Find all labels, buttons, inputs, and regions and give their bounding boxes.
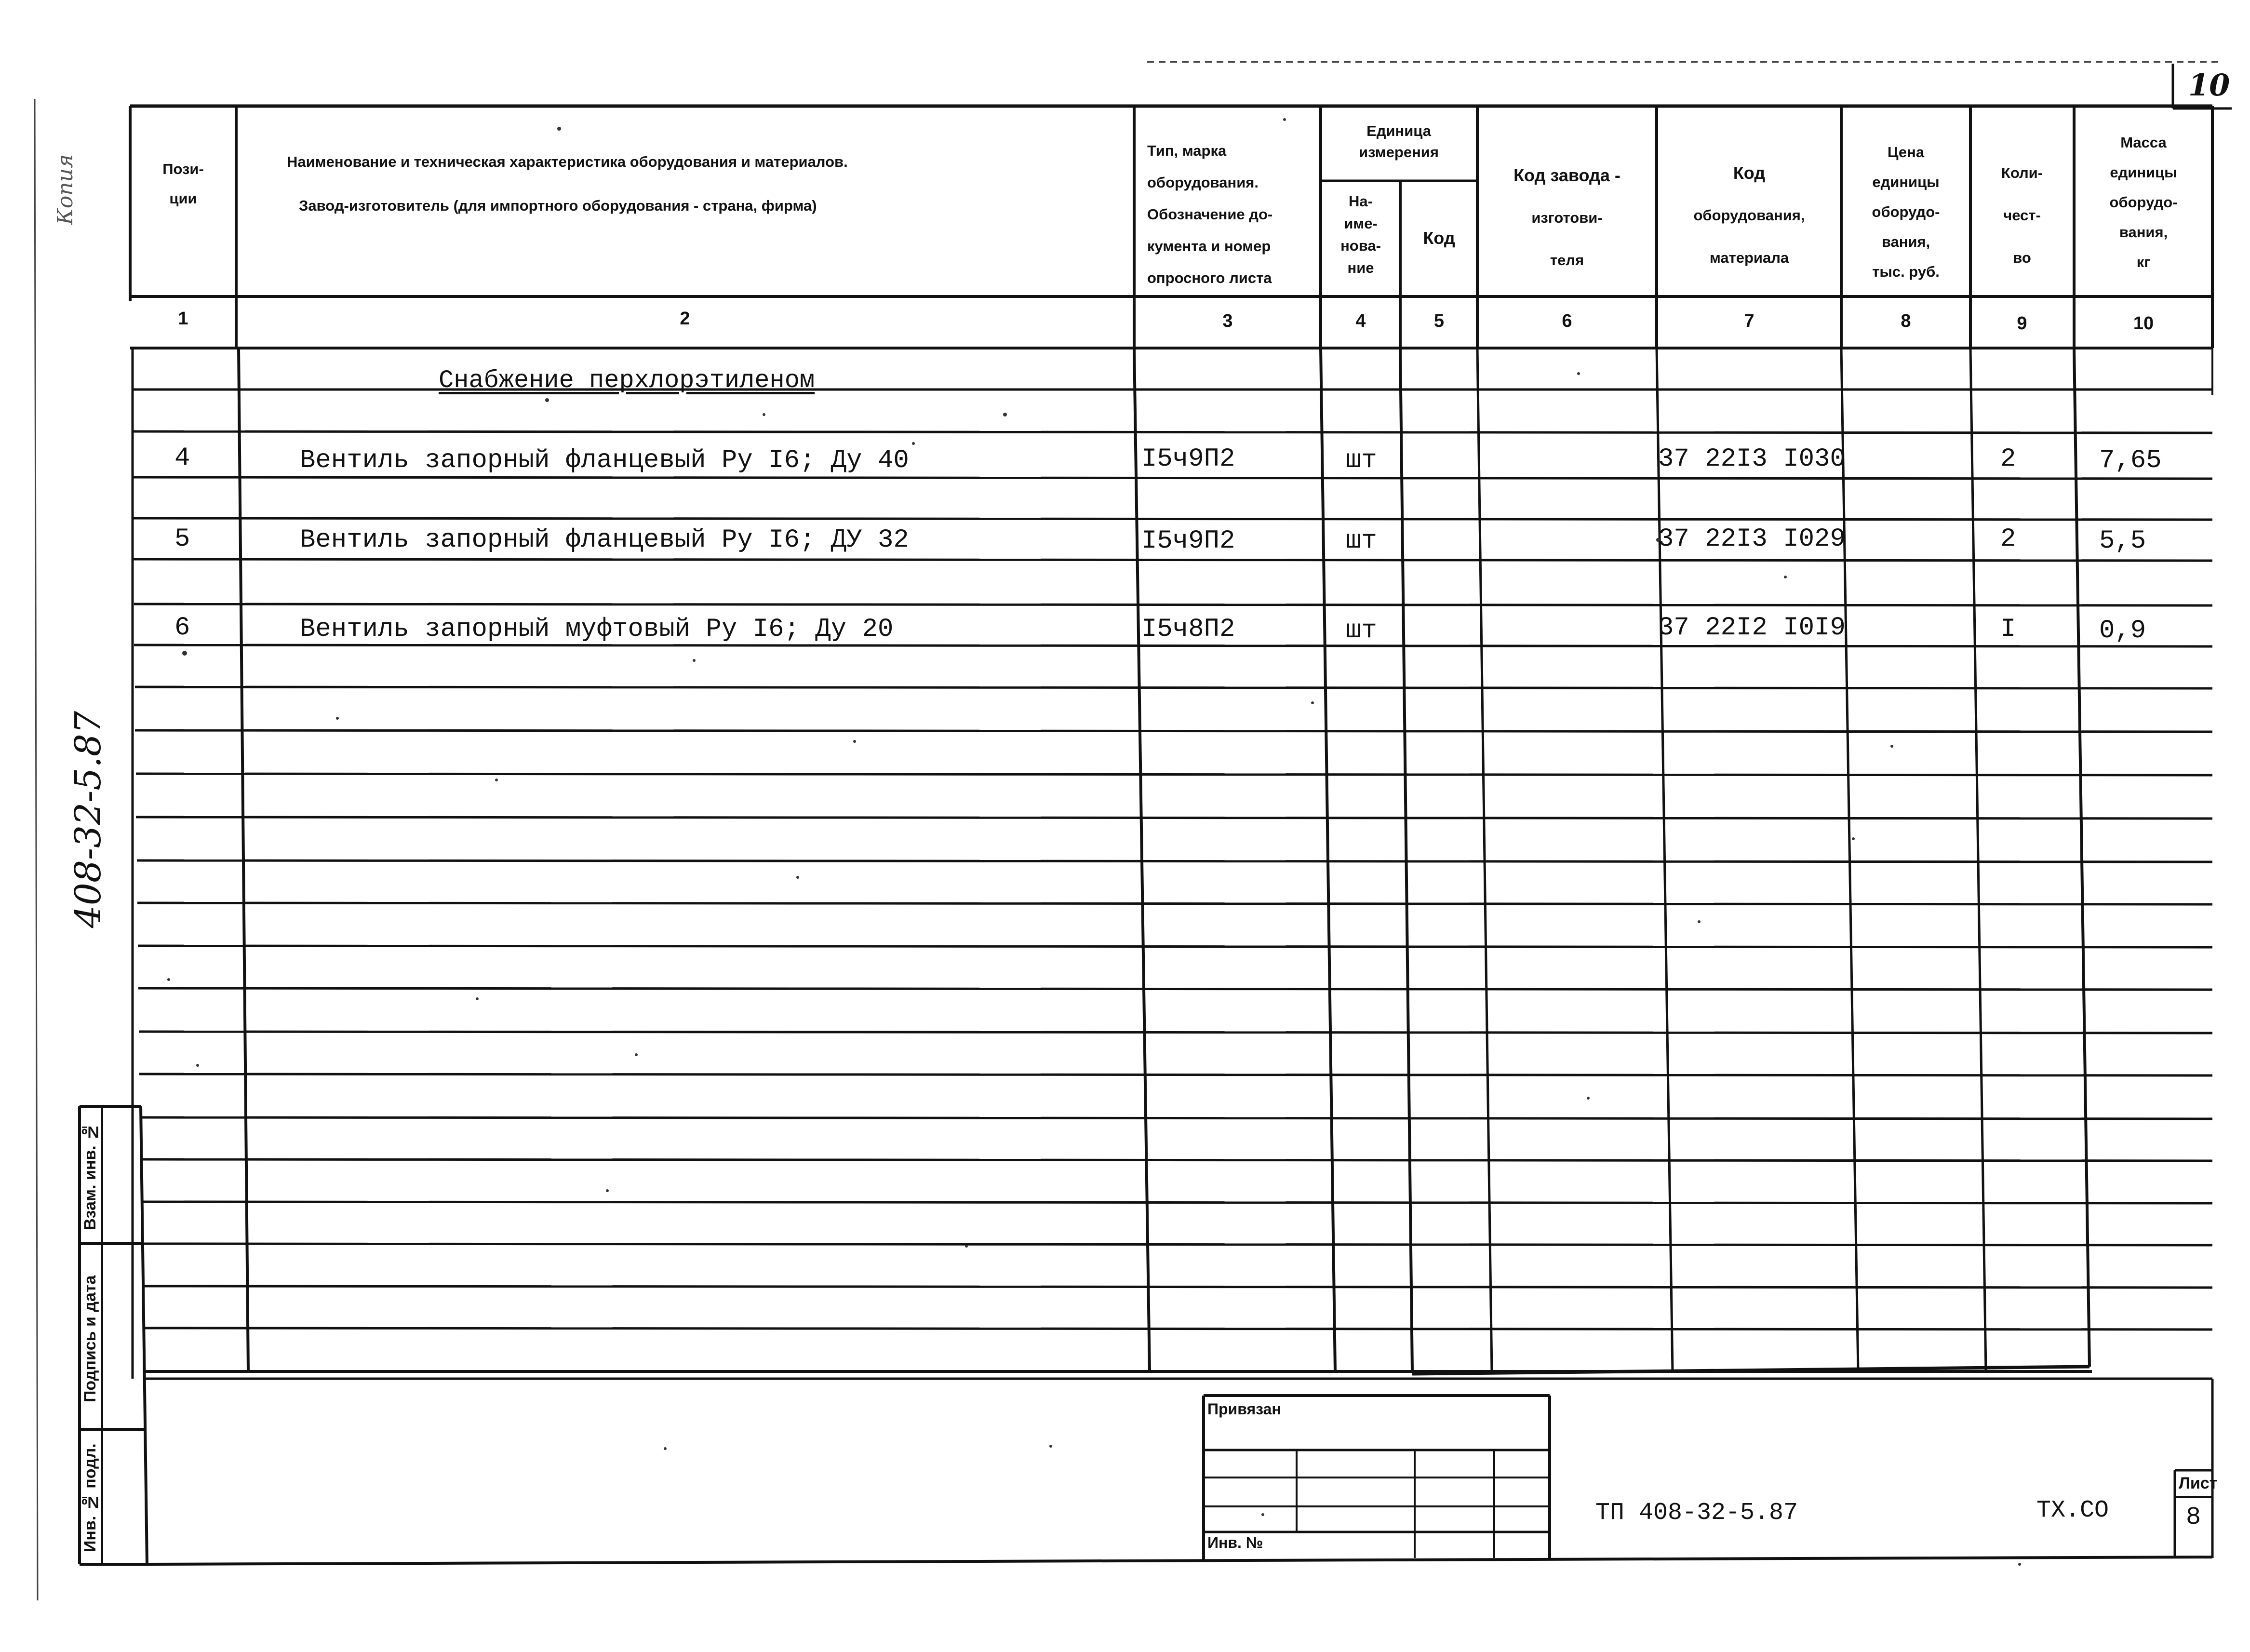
- header-col3-line4: кумента и номер: [1147, 238, 1271, 255]
- row-1-type: I5ч9П2: [1141, 444, 1235, 474]
- header-col9-line3: во: [2013, 249, 2031, 266]
- stamp-inv-no: Инв. №: [1207, 1534, 1263, 1551]
- header-col9: [1971, 152, 2073, 279]
- header-col3-line5: опросного листа: [1147, 269, 1272, 286]
- page-corner-number: 10: [2188, 67, 2230, 103]
- header-col6-line2: изготови-: [1531, 209, 1603, 226]
- row-1-mass: 7,65: [2099, 446, 2162, 475]
- footer-section-code: ТХ.СО: [2036, 1497, 2109, 1524]
- footer-sheet-number: 8: [2186, 1503, 2201, 1531]
- header-col10-line1: Масса: [2120, 134, 2167, 151]
- row-2-unit: шт: [1346, 526, 1377, 556]
- row-1-unit: шт: [1346, 446, 1377, 475]
- row-2-mass: 5,5: [2099, 526, 2146, 556]
- row-1-qty: 2: [2000, 444, 2016, 474]
- column-number-2: 2: [680, 309, 690, 329]
- header-col7-line2: оборудования,: [1693, 207, 1805, 224]
- margin-label-original-inv: Инв. № подл.: [81, 1443, 99, 1553]
- row-3-qty: I: [2000, 615, 2016, 644]
- row-1-position: 4: [174, 443, 190, 473]
- header-col7: [1658, 152, 1840, 279]
- row-2-qty: 2: [2000, 524, 2016, 554]
- header-unit-group: [1322, 121, 1476, 163]
- column-number-3: 3: [1222, 311, 1233, 331]
- row-2-type: I5ч9П2: [1141, 526, 1235, 556]
- header-col4-line2: име-: [1344, 215, 1378, 232]
- header-col8-line5: тыс. руб.: [1872, 263, 1940, 280]
- header-col9-line2: чест-: [2003, 207, 2041, 224]
- header-col1-line1: Пози-: [162, 161, 204, 177]
- stamp-privyazan: Привязан: [1207, 1400, 1281, 1418]
- header-col5: Код: [1423, 228, 1455, 248]
- margin-label-replacement: Взам. инв. №: [81, 1122, 99, 1230]
- header-col7-line1: Код: [1733, 163, 1766, 183]
- row-3-unit: шт: [1346, 616, 1377, 645]
- header-col3: [1147, 135, 1316, 294]
- header-unit-line2: измерения: [1359, 144, 1439, 161]
- footer-doc-code: ТП 408-32-5.87: [1595, 1499, 1798, 1527]
- column-number-8: 8: [1901, 311, 1911, 331]
- header-col8-line4: вания,: [1881, 233, 1930, 250]
- header-col3-line2: оборудования.: [1147, 174, 1259, 191]
- column-number-7: 7: [1744, 311, 1754, 331]
- header-col4-line1: На-: [1349, 193, 1373, 210]
- row-3-position: 6: [174, 613, 190, 643]
- row-3-type: I5ч8П2: [1141, 615, 1235, 644]
- header-col4: [1322, 190, 1400, 279]
- column-number-4: 4: [1355, 311, 1366, 331]
- header-col3-line3: Обозначение до-: [1147, 206, 1273, 223]
- header-col7-line3: материала: [1709, 249, 1789, 266]
- row-1-name: Вентиль запорный фланцевый Ру I6; Ду 40: [300, 446, 909, 475]
- column-number-5: 5: [1433, 311, 1445, 331]
- header-col1: [131, 161, 235, 206]
- header-col9-line1: Коли-: [2001, 164, 2043, 181]
- header-col8-line3: оборудо-: [1872, 203, 1940, 220]
- column-number-6: 6: [1562, 311, 1572, 331]
- row-2-position: 5: [174, 524, 190, 554]
- header-col2-line1: Наименование и техническая характеристика оборудования и материалов.: [287, 153, 848, 170]
- header-col6-line3: теля: [1550, 252, 1584, 269]
- side-stamp-top: Копия: [53, 154, 78, 225]
- header-col4-line3: нова-: [1340, 237, 1381, 254]
- header-unit-line1: Единица: [1366, 122, 1431, 139]
- footer-sheet-label: Лист: [2179, 1474, 2218, 1492]
- row-2-code: 37 22I3 I029: [1658, 524, 1846, 554]
- row-1-code: 37 22I3 I030: [1658, 444, 1846, 474]
- row-3-code: 37 22I2 I0I9: [1658, 613, 1846, 643]
- row-2-name: Вентиль запорный фланцевый Ру I6; ДУ 32: [300, 525, 909, 555]
- header-col10: [2076, 128, 2211, 277]
- column-number-1: 1: [178, 309, 188, 329]
- header-col2-line2: Завод-изготовитель (для импортного оборудования - страна, фирма): [299, 197, 817, 214]
- side-document-code: 408-32-5.87: [67, 711, 109, 928]
- header-col3-line1: Тип, марка: [1147, 142, 1227, 159]
- header-col10-line2: единицы: [2110, 164, 2177, 181]
- header-col6-line1: Код завода -: [1513, 165, 1621, 185]
- header-col8: [1842, 137, 1969, 287]
- header-col10-line5: кг: [2136, 254, 2151, 270]
- header-col4-line4: ние: [1347, 259, 1374, 276]
- row-3-mass: 0,9: [2099, 616, 2146, 645]
- header-col1-line2: ции: [169, 190, 197, 207]
- header-col6: [1479, 154, 1655, 282]
- header-col10-line4: вания,: [2119, 224, 2168, 241]
- margin-label-signature-date: Подпись и дата: [81, 1275, 99, 1403]
- row-3-name: Вентиль запорный муфтовый Ру I6; Ду 20: [300, 615, 894, 644]
- header-col10-line3: оборудо-: [2109, 194, 2178, 211]
- section-title: Снабжение перхлорэтиленом: [439, 366, 815, 395]
- header-col8-line1: Цена: [1887, 144, 1925, 161]
- header-col8-line2: единицы: [1872, 174, 1940, 190]
- column-number-10: 10: [2133, 313, 2154, 334]
- header-col2: [251, 154, 1118, 213]
- column-number-9: 9: [2017, 313, 2027, 334]
